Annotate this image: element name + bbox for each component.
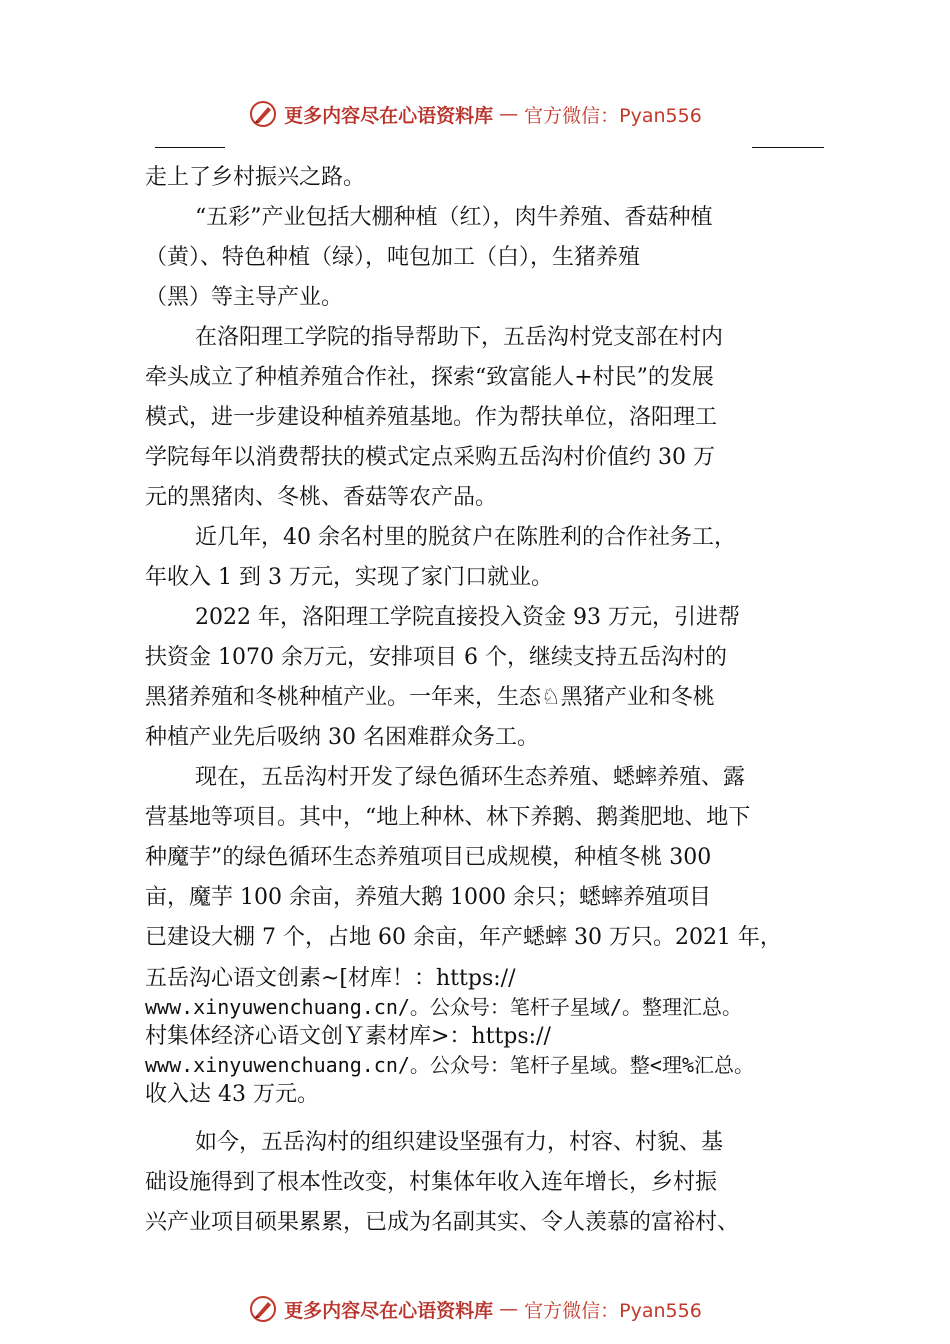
text-line: 础设施得到了根本性改变，村集体年收入连年增长，乡村振 [145, 1170, 718, 1195]
header-banner [0, 96, 950, 132]
footer-banner [0, 1291, 950, 1327]
text-line: 收入达 43 万元。 [145, 1082, 319, 1107]
footer-separator: — [499, 1298, 519, 1320]
text-line: 营基地等项目。其中，“地上种林、林下养鹅、鹅粪肥地、地下 [145, 805, 751, 830]
text-line: 如今，五岳沟村的组织建设坚强有力，村容、村貌、基 [195, 1130, 724, 1155]
text-line: 种植产业先后吸纳 30 名困难群众务工。 [145, 725, 539, 750]
watermark-line: 五岳沟心语文创素~[材库！：https:// [145, 966, 516, 991]
header-rule-right [752, 147, 824, 148]
text-line: 扶资金 1070 余万元，安排项目 6 个，继续支持五岳沟村的 [145, 645, 727, 670]
watermark-line: 村集体经济心语文创Ｙ素材库>：https:// [145, 1024, 551, 1049]
text-line: 黑猪养殖和冬桃种植产业。一年来，生态♘黑猪产业和冬桃 [145, 685, 715, 710]
text-line: 年收入 1 到 3 万元，实现了家门口就业。 [145, 565, 553, 590]
text-line: （黑）等主导产业。 [145, 285, 344, 310]
document-body [145, 158, 815, 1243]
footer-brand: 更多内容尽在心语资料库 [284, 1299, 494, 1322]
footer-wechat: 官方微信：Pyan556 [524, 1299, 702, 1322]
watermark-line: www.xinyuwenchuang.cn/。公众号：笔杆子星域。整<理%汇总。 [145, 1053, 754, 1077]
text-line: （黄）、特色种植（绿），吨包加工（白），生猪养殖 [145, 245, 641, 270]
logo-icon [248, 1294, 278, 1324]
header-rule-left [155, 147, 225, 148]
text-line: “五彩”产业包括大棚种植（红），肉牛养殖、香菇种植 [195, 205, 713, 230]
text-line: 种魔芋”的绿色循环生态养殖项目已成规模，种植冬桃 300 [145, 845, 712, 870]
text-line: 兴产业项目硕果累累，已成为名副其实、令人羡慕的富裕村、 [145, 1210, 740, 1235]
text-line: 模式，进一步建设种植养殖基地。作为帮扶单位，洛阳理工 [145, 405, 718, 430]
text-line: 在洛阳理工学院的指导帮助下，五岳沟村党支部在村内 [195, 325, 724, 350]
text-line: 元的黑猪肉、冬桃、香菇等农产品。 [145, 485, 498, 510]
text-line: 牵头成立了种植养殖合作社，探索“致富能人+村民”的发展 [145, 365, 714, 390]
header-wechat: 官方微信：Pyan556 [524, 104, 702, 127]
header-brand: 更多内容尽在心语资料库 [284, 104, 494, 127]
text-line: 走上了乡村振兴之路。 [145, 165, 366, 190]
logo-icon [248, 99, 278, 129]
text-line: 亩，魔芋 100 余亩，养殖大鹅 1000 余只；蟋蟀养殖项目 [145, 885, 711, 910]
watermark-line: www.xinyuwenchuang.cn/。公众号：笔杆子星域/。整理汇总。 [145, 995, 742, 1019]
text-line: 近几年，40 余名村里的脱贫户在陈胜利的合作社务工， [195, 525, 736, 550]
text-line: 2022 年，洛阳理工学院直接投入资金 93 万元，引进帮 [195, 605, 740, 630]
text-line: 已建设大棚 7 个，占地 60 余亩，年产蟋蟀 30 万只。2021 年， [145, 925, 782, 950]
header-separator: — [499, 103, 519, 125]
text-line: 现在，五岳沟村开发了绿色循环生态养殖、蟋蟀养殖、露 [195, 765, 746, 790]
text-line: 学院每年以消费帮扶的模式定点采购五岳沟村价值约 30 万 [145, 445, 715, 470]
